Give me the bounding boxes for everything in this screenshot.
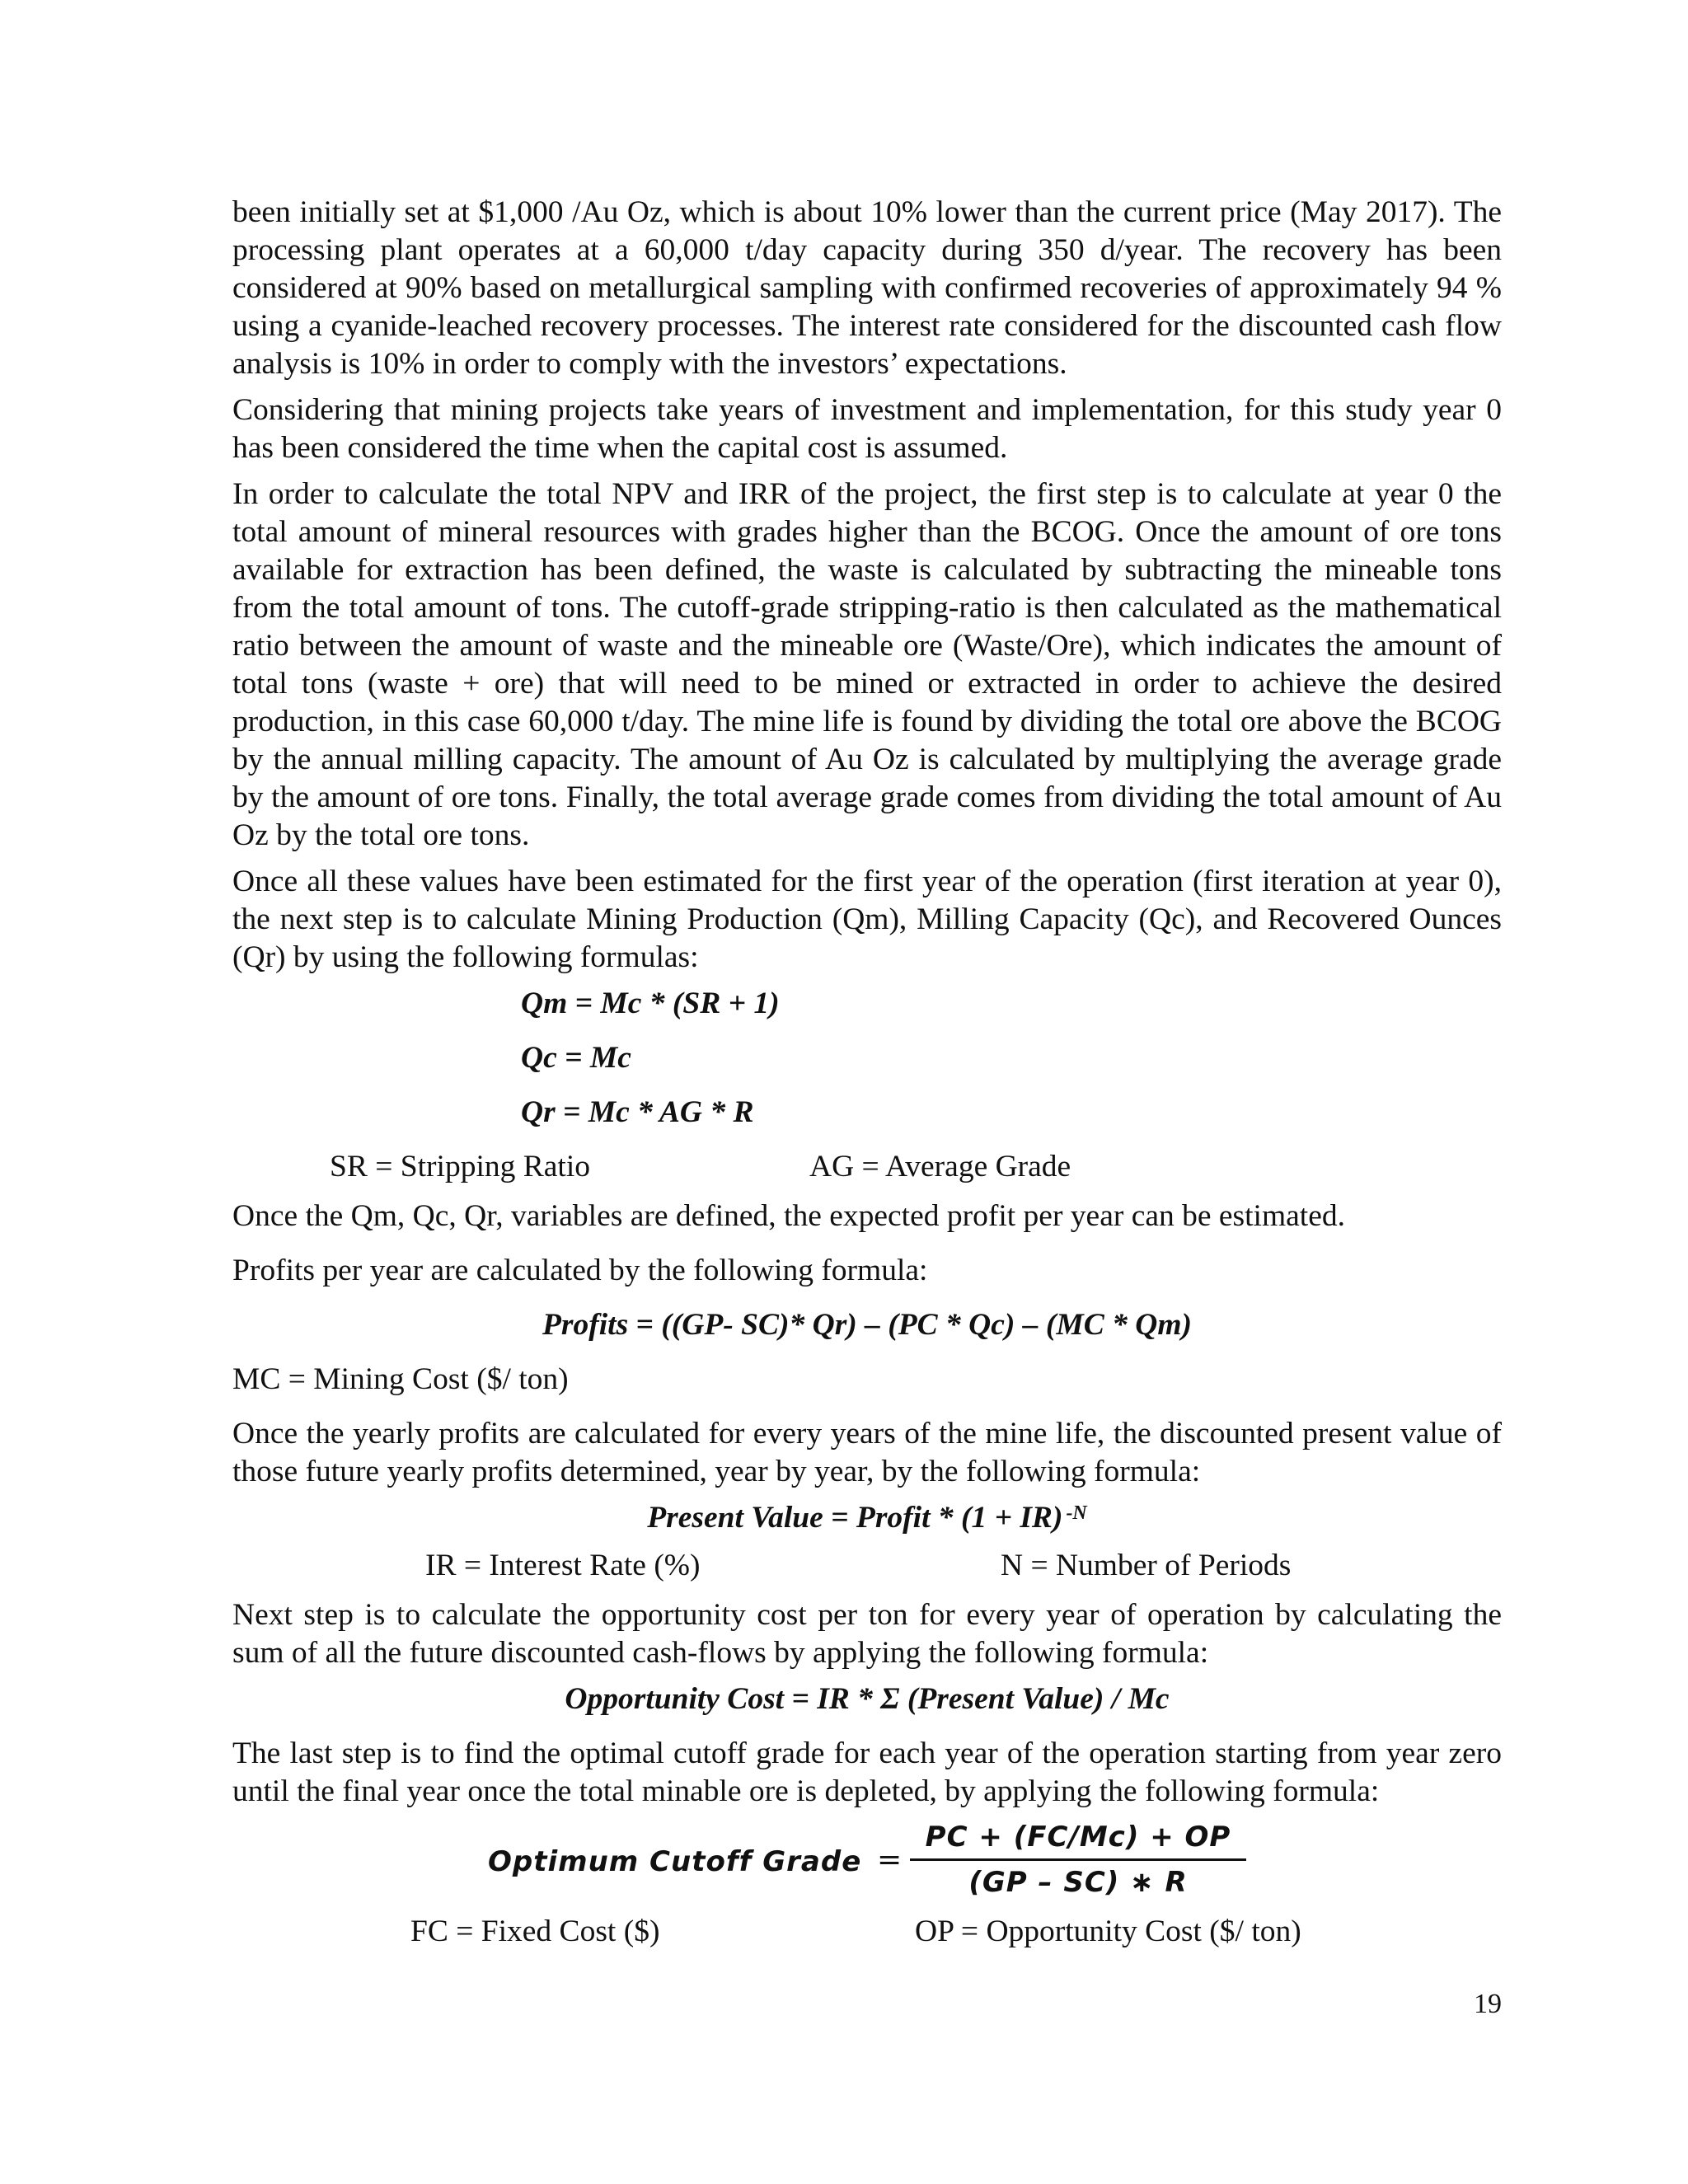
paragraph-profit-formula-intro: Profits per year are calculated by the following formula:: [232, 1254, 928, 1287]
paragraph-cutoff-intro: The last step is to find the optimal cutoff grade for each year of the operation starting from year zero until the final year once the total minable ore is depleted, by applying the following formula:: [232, 1736, 1502, 1808]
cutoff-formula-equals: =: [877, 1843, 903, 1877]
definition-opportunity-cost: OP = Opportunity Cost ($/ ton): [915, 1915, 1301, 1948]
cutoff-formula-numerator: PC + (FC/Mc) + OP: [925, 1821, 1231, 1854]
definitions-fc-op: [232, 1913, 1502, 1954]
definition-interest-rate: IR = Interest Rate (%): [425, 1549, 701, 1582]
definition-number-of-periods: N = Number of Periods: [1001, 1549, 1292, 1582]
formula-mining-production: Qm = Mc * (SR + 1): [521, 987, 780, 1020]
paragraph-year-zero: Considering that mining projects take years of investment and implementation, for this study year 0 has been considered the time when the capital cost is assumed.: [232, 393, 1502, 465]
cutoff-formula-fraction: [910, 1819, 1246, 1900]
formula-present-value: [232, 1499, 1502, 1537]
formula-recovered-ounces: Qr = Mc * AG * R: [521, 1095, 754, 1129]
page-content: [232, 194, 1502, 1962]
definitions-sr-ag: [232, 1148, 1502, 1189]
formula-optimum-cutoff-grade: [232, 1819, 1502, 1905]
paragraph-npv-method: In order to calculate the total NPV and IRR of the project, the first step is to calculate at year 0 the total amount of mineral resources with grades higher than the BCOG. Once the amount of ore tons available for extraction has been defined, the waste is calculated by subtracting the mineable tons from the total amount of tons. The cutoff-grade stripping-ratio is then calculated as the mathematical ratio between the amount of waste and the mineable ore (Waste/Ore), which indicates the amount of total tons (waste + ore) that will need to be mined or extracted in order to achieve the desired production, in this case 60,000 t/day. The mine life is found by dividing the total ore above the BCOG by the annual milling capacity. The amount of Au Oz is calculated by multiplying the average grade by the amount of ore tons. Finally, the total average grade comes from dividing the total amount of Au Oz by the total ore tons.: [232, 477, 1502, 852]
formula-profits: Profits = ((GP- SC)* Qr) – (PC * Qc) – (MC * Qm): [542, 1308, 1192, 1342]
paragraph-profit-intro: Once the Qm, Qc, Qr, variables are defined, the expected profit per year can be estimated.: [232, 1199, 1345, 1233]
definition-mining-cost: MC = Mining Cost ($/ ton): [232, 1362, 569, 1396]
paragraph-production-intro: Once all these values have been estimated for the first year of the operation (first iteration at year 0), the next step is to calculate Mining Production (Qm), Milling Capacity (Qc), and Recovered Ounces (Qr) by using the following formulas:: [232, 865, 1502, 974]
definition-fixed-cost: FC = Fixed Cost ($): [410, 1915, 660, 1948]
page-number: 19: [1474, 1989, 1502, 2019]
production-formulas: [232, 985, 1502, 1132]
formula-milling-capacity: Qc = Mc: [521, 1041, 631, 1075]
definition-stripping-ratio: SR = Stripping Ratio: [330, 1150, 590, 1183]
formula-present-value-text: Present Value = Profit * (1 + IR): [647, 1501, 1063, 1535]
definition-average-grade: AG = Average Grade: [809, 1150, 1071, 1183]
formula-present-value-exponent: -N: [1066, 1502, 1087, 1524]
fraction-bar: [910, 1858, 1246, 1861]
paragraph-opportunity-intro: Next step is to calculate the opportunity cost per ton for every year of operation by calculating the sum of all the future discounted cash-flows by applying the following formula:: [232, 1598, 1502, 1670]
formula-opportunity-cost: Opportunity Cost = IR * Σ (Present Value) / Mc: [565, 1682, 1170, 1716]
paragraph-present-value-intro: Once the yearly profits are calculated for every years of the mine life, the discounted present value of those future yearly profits determined, year by year, by the following formula:: [232, 1417, 1502, 1488]
paragraph-price-recovery: been initially set at $1,000 /Au Oz, which is about 10% lower than the current price (May 2017). The processing plant operates at a 60,000 t/day capacity during 350 d/year. The recovery has been considered at 90% based on metallurgical sampling with confirmed recoveries of approximately 94 % using a cyanide-leached recovery processes. The interest rate considered for the discounted cash flow analysis is 10% in order to comply with the investors’ expectations.: [232, 195, 1502, 381]
definitions-ir-n: [232, 1547, 1502, 1588]
cutoff-formula-denominator: (GP – SC) ∗ R: [968, 1866, 1188, 1899]
cutoff-formula-lhs: Optimum Cutoff Grade: [488, 1845, 862, 1878]
